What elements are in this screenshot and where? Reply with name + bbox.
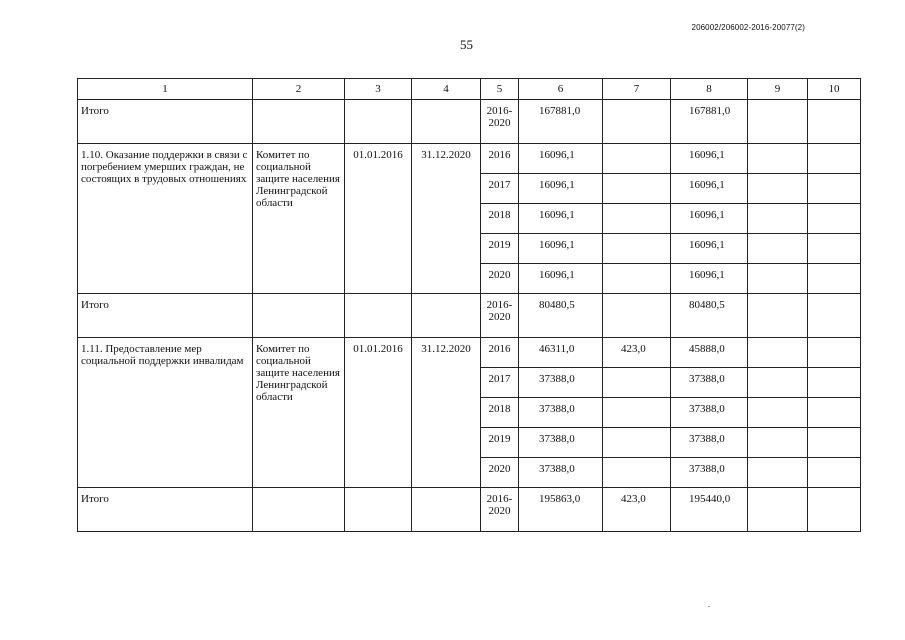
period-cell: 2016- 2020 [481, 488, 519, 532]
value-cell: 16096,1 [519, 144, 603, 174]
value-cell: 37388,0 [519, 458, 603, 488]
value-cell [603, 368, 671, 398]
year-cell: 2018 [481, 398, 519, 428]
header-cell: 10 [808, 79, 861, 100]
total-label: Итого [78, 100, 253, 144]
header-cell: 2 [253, 79, 345, 100]
value-cell: 423,0 [603, 488, 671, 532]
executor-cell: Комитет по социальной защите населения Ленинградской области [253, 338, 345, 488]
year-cell: 2017 [481, 368, 519, 398]
value-cell: 16096,1 [671, 264, 748, 294]
end-date: 31.12.2020 [412, 338, 481, 488]
item-name: 1.11. Предоставление мер социальной поддержки инвалидам [78, 338, 253, 488]
item-name: 1.10. Оказание поддержки в связи с погребением умерших граждан, не состоящих в трудовых отношениях [78, 144, 253, 294]
value-cell: 195440,0 [671, 488, 748, 532]
table-row [78, 144, 861, 174]
value-cell: 16096,1 [519, 174, 603, 204]
value-cell [603, 100, 671, 144]
value-cell [603, 458, 671, 488]
period-cell: 2016- 2020 [481, 294, 519, 338]
value-cell: 37388,0 [671, 428, 748, 458]
value-cell [603, 398, 671, 428]
value-cell: 195863,0 [519, 488, 603, 532]
executor-cell: Комитет по социальной защите населения Ленинградской области [253, 144, 345, 294]
value-cell: 37388,0 [519, 368, 603, 398]
value-cell: 80480,5 [671, 294, 748, 338]
header-cell: 1 [78, 79, 253, 100]
value-cell: 37388,0 [519, 428, 603, 458]
value-cell [603, 234, 671, 264]
scan-speck [708, 606, 710, 607]
value-cell [603, 174, 671, 204]
header-cell: 6 [519, 79, 603, 100]
value-cell [603, 204, 671, 234]
value-cell: 423,0 [603, 338, 671, 368]
value-cell: 37388,0 [671, 368, 748, 398]
value-cell: 80480,5 [519, 294, 603, 338]
header-cell: 8 [671, 79, 748, 100]
start-date: 01.01.2016 [345, 338, 412, 488]
value-cell: 167881,0 [519, 100, 603, 144]
value-cell: 16096,1 [519, 234, 603, 264]
year-cell: 2017 [481, 174, 519, 204]
year-cell: 2016 [481, 144, 519, 174]
value-cell: 16096,1 [671, 174, 748, 204]
table-row [78, 338, 861, 368]
value-cell [603, 294, 671, 338]
value-cell: 16096,1 [671, 144, 748, 174]
end-date: 31.12.2020 [412, 144, 481, 294]
year-cell: 2016 [481, 338, 519, 368]
year-cell: 2019 [481, 234, 519, 264]
value-cell: 16096,1 [671, 234, 748, 264]
year-cell: 2018 [481, 204, 519, 234]
value-cell: 16096,1 [519, 204, 603, 234]
value-cell: 37388,0 [519, 398, 603, 428]
period-cell: 2016- 2020 [481, 100, 519, 144]
year-cell: 2020 [481, 264, 519, 294]
total-row [78, 294, 861, 338]
value-cell: 37388,0 [671, 458, 748, 488]
header-cell: 3 [345, 79, 412, 100]
header-cell: 5 [481, 79, 519, 100]
budget-table [77, 78, 861, 532]
total-label: Итого [78, 488, 253, 532]
page-number: 55 [460, 37, 473, 52]
total-row [78, 488, 861, 532]
value-cell: 46311,0 [519, 338, 603, 368]
value-cell: 16096,1 [519, 264, 603, 294]
value-cell [603, 144, 671, 174]
value-cell: 37388,0 [671, 398, 748, 428]
value-cell [603, 428, 671, 458]
total-row [78, 100, 861, 144]
total-label: Итого [78, 294, 253, 338]
start-date: 01.01.2016 [345, 144, 412, 294]
value-cell: 16096,1 [671, 204, 748, 234]
value-cell: 45888,0 [671, 338, 748, 368]
value-cell [603, 264, 671, 294]
year-cell: 2020 [481, 458, 519, 488]
document-id: 206002/206002-2016-20077(2) [691, 23, 805, 32]
header-cell: 4 [412, 79, 481, 100]
header-row [78, 79, 861, 100]
value-cell: 167881,0 [671, 100, 748, 144]
header-cell: 7 [603, 79, 671, 100]
header-cell: 9 [748, 79, 808, 100]
year-cell: 2019 [481, 428, 519, 458]
